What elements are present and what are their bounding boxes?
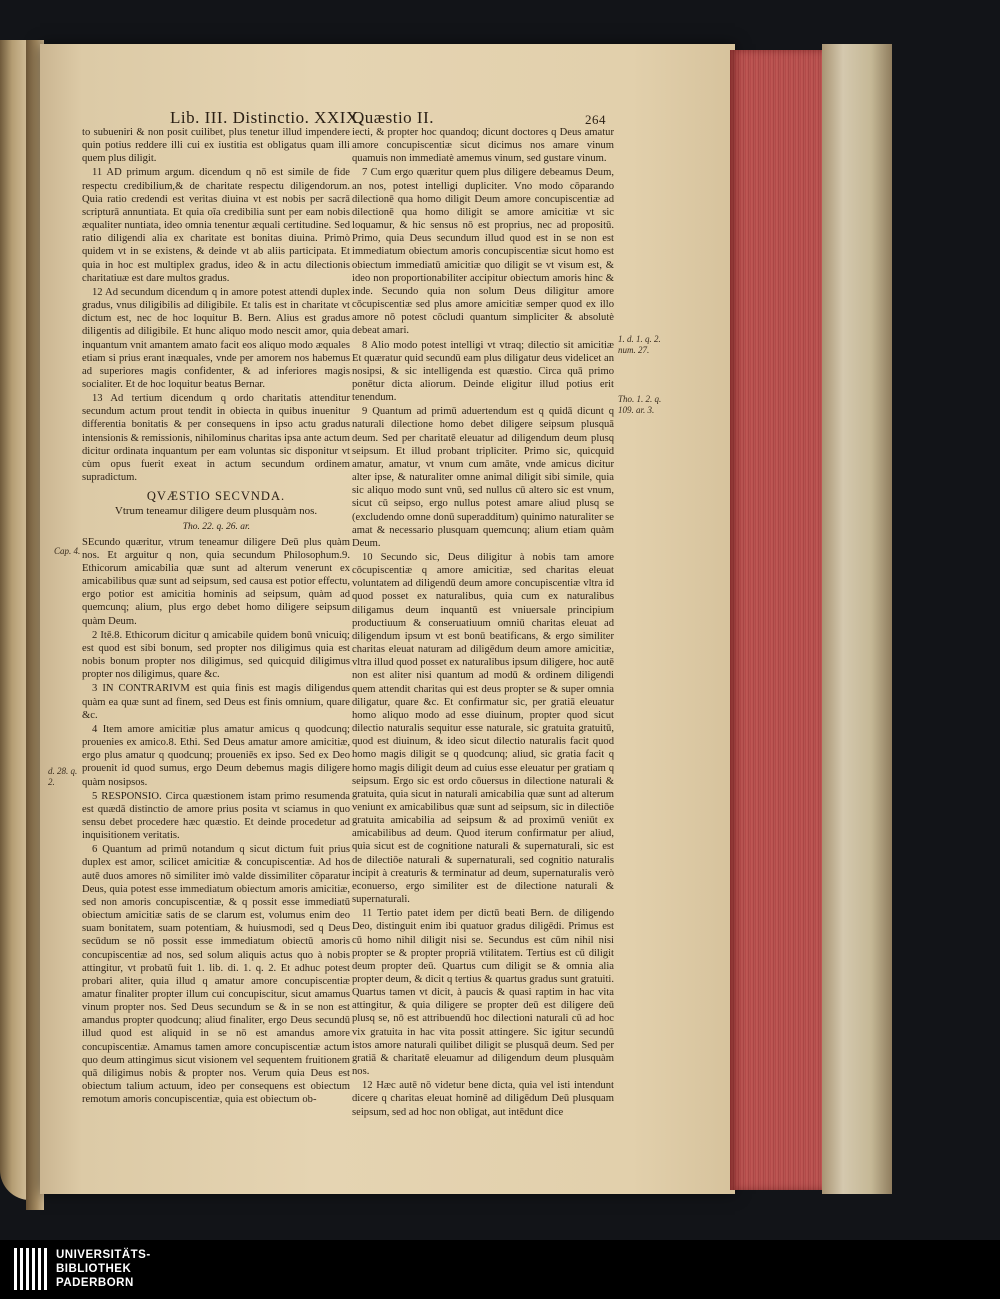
left-paragraph: 11 AD primum argum. dicendum q nō est simile de fide respectu credibilium,& de charitate respectu diligendorum. Quia ratio credendi est veritas diuina vt est nobis per sacrā scripturā annuntiata. Et quia oīa credibilia sunt per eam nobis æqualiter nuntiata, ideo omnia tenentur æquali certitudine. Sed ratio diligendi alia ex charitate est bonitas diuina. Primò quidem vt in se existens, & deinde vt ab aliis participata. Et quia in hoc est multiplex gradus, ideo & in actu dilectionis charitatiuæ est dare multos gradus. [82,167,350,284]
left-paragraph: 6 Quantum ad primū notandum q sicut dictum fuit prius duplex est amor, scilicet amicitiæ & concupiscentiæ. Ad hos autē duos amores nō similiter imò valde dissimiliter cōparatur Deus, quia potest esse immediatum obiectum amoris amicitiæ, sed non amoris concupiscentiæ, & q possit esse immediatū obiectum amicitiæ satis de se clarum est, volumus enim deo suam bonitatem, suam potentiam, & huiusmodi, sed q Deus secūdum se nō possit esse immediatum obiectū amoris concupiscentiæ ad nos, sed solum aliquis actus quo à nobis attingitur, vt probatū fuit 1. lib. di. 1. q. 2. Et adhuc potest probari aliter, quia illud q amatur amore concupiscentiæ amatur finaliter propter illum cui concupiscitur, sicut amamus vinum propter nos. Sed Deus secundum se & in se non est amandus propter quodcunq; aliud finaliter, ergo Deus secundū illud quod est aliquid in se nō est amandus amore concupiscentiæ. Amamus tamen amore concupiscentiæ actum quo deum attingimus sicut visionem vel sequentem fruitionem quā diligimus nobis & propter nos. Verum quia Deus est obiectum talium actuum, ideo per consequens est obiectum remotum amoris concupiscentiæ, quia est obiectum ob- [82,844,350,1106]
left-paragraph: 13 Ad tertium dicendum q ordo charitatis attenditur secundum actum prout tendit in obiecta in quibus inuenitur differentia bonitatis & per consequens in ipso actu gradus intensionis & remissionis, nihilominus charitas ipsa ante actum dicitur ordinata inquantum per eam voluntas sic disponitur vt cùm opus fuerit exeat in actum secundum ordinem supradictum. [82,393,350,484]
margin-note-left: Cap. 4. [54,546,81,556]
margin-note-left: d. 28. q. 2. [48,766,78,787]
left-paragraph: 2 Itē.8. Ethicorum dicitur q amicabile quidem bonū vnicuiq; est quod est sibi bonum, sed propter nos diligimus quia est nobis bonum propter nos diligimus, sed quicquid diligimus propter nos diligimus, quare &c. [82,629,350,681]
left-paragraph: 5 RESPONSIO. Circa quæstionem istam primo resumenda est quædā distinctio de amore prius posita vt sciamus in quo sensu debet procedere hæc quæstio. Et deinde procedetur ad inquisitionem veritatis. [82,790,350,842]
logo-line: BIBLIOTHEK [56,1263,132,1275]
question-title: QVÆSTIO SECVNDA. [146,489,286,504]
left-paragraph: to subueniri & non posit cuilibet, plus tenetur illud impendere quin potius reddere illi cui ex iustitia est obligatus quam illi quem plus diligit. [82,127,350,165]
right-paragraph: 11 Tertio patet idem per dictū beati Bern. de diligendo Deo, distinguit enim ibi quatuor gradus diligēdi. Primus est cū homo nihil diligit nisi se. Secundus est cūm nihil nisi propter se & propter propriā vtilitatem. Tertius est cū diligit deum propter deū. Quartus cum diligit se & omnia alia propter deum, & dicit q tertius & quartus gradus sunt gratuiti. Quartus tamen vt dicit, à paucis & quasi raptim in hac vita attingitur, & quia diligere se propter deū est diligere deū plusq se, nō est attribuendū hoc dilectioni naturali cū ad hoc vix gratuita in hac vita possit attingere. Sic igitur secundū istos amore naturali quilibet diligit se plusquā deum. Sed per gratiā & charitatē eleuamur ad diligendum deum plusquàm nos. [352,908,614,1078]
margin-note-right: 1. d. 1. q. 2. num. 27. [618,334,661,355]
left-paragraph: 3 IN CONTRARIVM est quia finis est magis diligendus quàm ea quæ sunt ad finem, sed Deus est finis omnium, quare &c. [82,683,350,721]
right-paragraph: 12 Hæc autē nō videtur bene dicta, quia vel isti intendunt dicere q charitas eleuat hominē ad diligēdum Deū plusquam seipsum, sed ad hoc non obligat, aut intēdunt dice [352,1080,614,1118]
page-number: 264 [585,112,606,127]
library-footer [0,1240,1000,1299]
right-paragraph: 9 Quantum ad primū aduertendum est q quidā dicunt q naturali dilectione homo debet diligere seipsum plusquā deum. Sed per charitatē eleuatur ad diligendum deum plusq seipsum. Et illud probant tripliciter. Primo sic, quicquid amatur, amatur, vt vnum cum amāte, vnde amicus dicitur alter ipse, & naturaliter omne animal diligit sibi simile, quia sic aliquo modo sunt vnū, sed nullus cū altero sic est vnum, sicut cū seipso, ergo nullus potest amare aliud plusq se (excludendo omne donū superadditum) quinimo naturaliter se amat & necessario plusquam quemcunq; alium etiam quàm Deum. [352,406,614,549]
library-logo-text [56,1248,151,1290]
running-header-left: Lib. III. Distinctio. XXIX. [170,108,364,127]
left-paragraph: 12 Ad secundum dicendum q in amore potest attendi duplex gradus, vnus diligibilis ad diligibile. Et talis est in charitate vt dictum est, nec de hoc loquitur B. Bern. Alius est gradus diligentis ad diligibile. Et hunc aliquo modo nescit amor, quia inquantum vnit amantem amato facit eos aliquo modo æquales etiam si prius erant inæquales, vnde per amorem nos habemus ad superiores magis confidenter, & ad inferiores magis socialiter. Et de hoc loquitur beatus Bernar. [82,286,350,390]
right-paragraph: iecti, & propter hoc quandoq; dicunt doctores q Deus amatur amore concupiscentiæ sicut dicimus nos amare vinum quamuis non immediatè amemus vinum, sed gustare vinum. [352,127,614,165]
right-paragraph: 10 Secundo sic, Deus diligitur à nobis tam amore cōcupiscentiæ q amore amicitiæ, sed charitas eleuat voluntatem ad diligendū deum amore concupiscentiæ vltra id quod posset ex naturalibus, quia cum ex naturalibus diligamus deum inquantū est vniuersale principium productiuum & conseruatiuum omniū charitas eleuat ad diligendum ipsum vt est bonū beatificans, & ergo similiter charitas eleuat naturam ad diligēdum deum amore amicitiæ, vltra illud quod posset ex naturalibus ipsum diligere, hoc autē non est aliter nisi quantum ad modū & ordinem diligendi quem attendit charitas qui est deus propter se & super omnia diligatur, quare &c. Et confirmatur sic, per gratiā eleuatur homo aliquo modo ad esse diuinum, propter quod sicut dilectio naturalis sequitur esse naturale, sic gratuita gratuitū, quod est diuinum, & ideo sicut dilectio naturalis facit quod homo magis diligit se q quodcunq; aliud, sic gratia facit q homo magis diligit deum ad cuius esse eleuatur per gratiam q seipsum. Ergo sic est ordo cōuersus in dilectione naturali & gratuita, quia sicut in naturali amicabilia quæ sunt ad alterum veniunt ex amicabilibus quæ sunt ad seipsum, sic in dilectiōe gratuita amicabilia ad seipsum & ad proximū veniūt ex amicabilibus ad deum. Quod iterum confirmatur per aliud, quia sicut est de cognitione naturali & supernaturali, sic est de dilectiōe naturali & supernaturali, sed cognitio naturalis incipit à creaturis & terminatur ad deum, supernaturalis verò econuerso, ergo similiter est de dilectione naturali & supernaturali. [352,552,614,906]
left-column [82,126,350,1107]
library-logo-icon [14,1248,48,1290]
right-paragraph: 7 Cum ergo quæritur quem plus diligere debeamus Deum, an nos, potest intelligi dupliciter. Vno modo cōparando dilectionē qua homo diligit Deum amore concupiscentiæ ad dilectionē qua homo diligit se amore amicitiæ vt sic loquamur, & hic sensus nō est proprius, nec ad propositū. Primo, quia Deus secundum illud quod est in se non est immediatum obiectum amoris concupiscentiæ sicut homo est obiectum immediatū amicitiæ quo diligit se vt visum est, & ideo non proportionabiliter accipitur obiectum amoris hinc & inde. Secundo quia non solum Deus diligitur amore cōcupiscentiæ sed plus amore amicitiæ semper quod ex illo amore nō potest cōcludi quantum simpliciter & absolutè debeat amari. [352,167,614,337]
margin-note-right: Tho. 1. 2. q. 109. ar. 3. [618,394,662,415]
logo-line: PADERBORN [56,1277,134,1289]
running-header-right: Quæstio II. [352,108,434,127]
logo-line: UNIVERSITÄTS- [56,1249,151,1261]
left-paragraph: 4 Item amore amicitiæ plus amatur amicus q quodcunq; prouenies ex amico.8. Ethi. Sed Deus amatur amore amicitiæ, ergo plus amatur q quodcunq; proueniēs ex ipso. Sed ex Deo prouenit id quod sumus, ergo Deum debemus magis diligere quàm nosipsos. [82,723,350,788]
question-reference: Tho. 22. q. 26. ar. [182,521,250,532]
question-subtitle: Vtrum teneamur diligere deum plusquàm nos. [114,505,318,518]
left-paragraph: SEcundo quæritur, vtrum teneamur diligere Deū plus quàm nos. Et arguitur q non, quia secundum Philosophum.9. Ethicorum amicabilia quæ sunt ad alterum venerunt ex amicabilibus quæ sunt ad seipsum, sed causa est potior effectu, ergo potior est amicitia hominis ad seipsum, quàm ad quemcunq; alium, plus ergo debet homo diligere seipsum quàm Deum. [82,536,350,627]
right-column [352,126,614,1120]
right-paragraph: 8 Alio modo potest intelligi vt vtraq; dilectio sit amicitiæ Et quæratur quid secundū eam plus diligatur deus videlicet an nosipsi, & sic intelligenda est quæstio. Circa quā primo ponētur dicta aliorum. Deinde eligitur illud potius erit tenendum. [352,339,614,404]
